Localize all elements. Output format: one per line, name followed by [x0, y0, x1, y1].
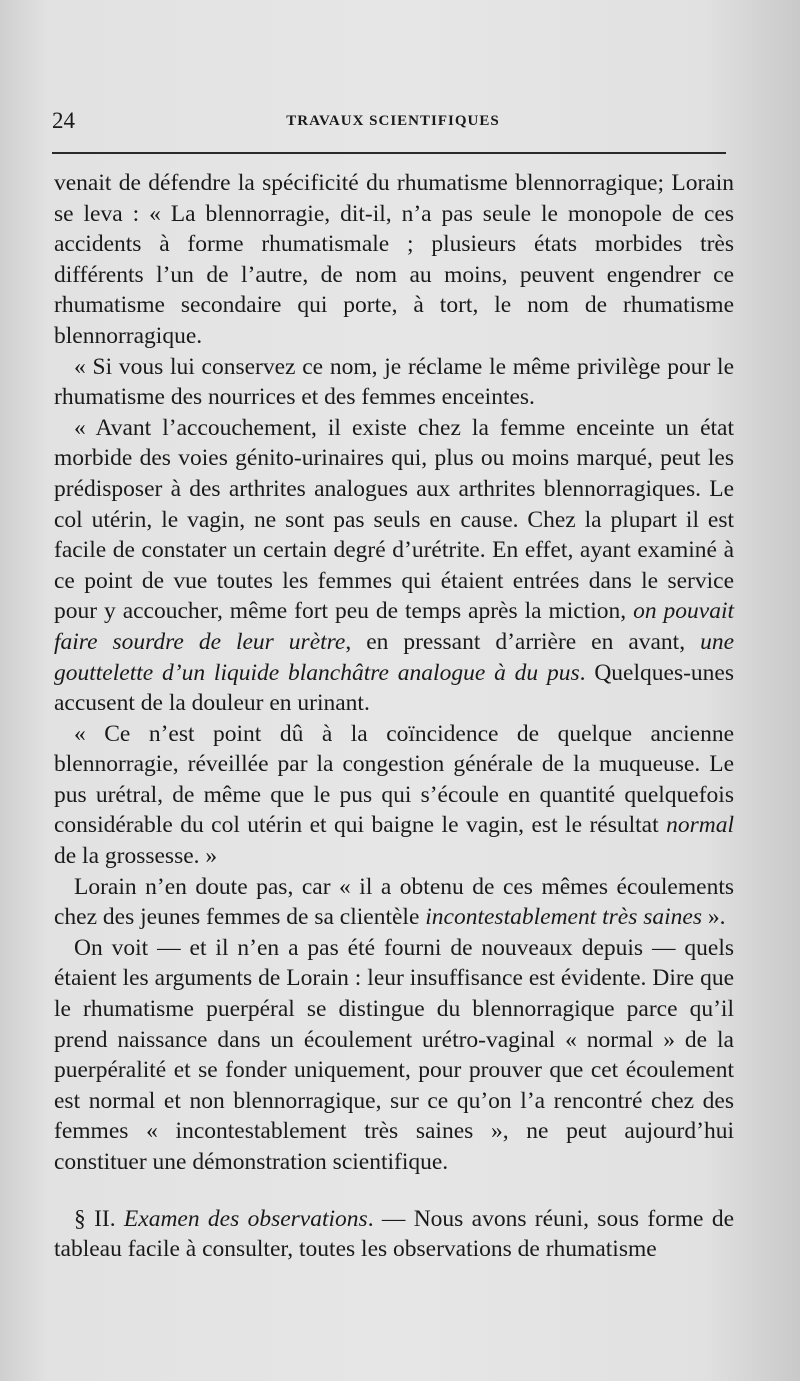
text-run: . Quelques-unes accusent de la douleur en urinant.	[54, 659, 734, 717]
text-run: « Ce n’est point dû à la coïncidence de quelque ancienne blennorragie, réveillée par la congestion générale de la muqueuse. Le pus urétral, de même que le pus qui s’écoule en quantité quelquefois considérable du col utérin et qui baigne le vagin, est le résultat	[54, 720, 734, 839]
italic-text: normal	[666, 812, 734, 839]
text-run: ».	[702, 904, 726, 931]
running-title: TRAVAUX SCIENTIFIQUES	[286, 113, 500, 129]
italic-text: une gouttelette d’un liquide blanchâtre analogue à du pus	[54, 628, 734, 686]
paragraph-p3	[54, 413, 734, 719]
running-head	[52, 104, 734, 138]
header-rule	[52, 152, 726, 154]
text-run: « Avant l’accouchement, il existe chez la femme enceinte un état morbide des voies génito-urinaires qui, plus ou moins marqué, peut les prédisposer à des arthrites analogues aux arthrites blennorragiques. Le col utérin, le vagin, ne sont pas seuls en cause. Chez la plupart il est facile de constater un certain degré d’urétrite. En effet, ayant examiné à ce point de vue toutes les femmes qui étaient entrées dans le service pour y accoucher, même fort peu de temps après la miction,	[54, 414, 734, 625]
body-text	[54, 168, 734, 1265]
text-run: § II.	[74, 1205, 124, 1232]
paragraph-p1	[54, 168, 734, 352]
text-run: On voit — et il n’en a pas été fourni de nouveaux depuis — quels étaient les arguments de Lorain : leur insuffisance est évidente. Dire que le rhumatisme puerpéral se distingue du blennorragique parce qu’il prend naissance dans un écoulement urétro-vaginal « normal » de la puerpéralité et se fonder uniquement, pour prouver que cet écoulement est normal et non blennorragique, sur ce qu’on l’a rencontré chez des femmes « incontestablement très saines », ne peut aujourd’hui constituer une démonstration scientifique.	[54, 934, 734, 1175]
text-run: venait de défendre la spécificité du rhumatisme blennorragique; Lorain se leva : « La blennorragie, dit-il, n’a pas seule le monopole de ces accidents à forme rhumatismale ; plusieurs états morbides très différents l’un de l’autre, de nom au moins, peuvent engendrer ce rhumatisme secondaire qui porte, à tort, le nom de rhumatisme blennorragique.	[54, 170, 734, 349]
italic-text: on pouvait faire sourdre de leur urètre	[54, 598, 735, 655]
paragraph-p2	[54, 352, 734, 413]
paragraph-p4	[54, 719, 734, 872]
page-number: 24	[52, 108, 75, 133]
paragraph-p5	[54, 872, 734, 933]
text-run: « Si vous lui conservez ce nom, je réclame le même privilège pour le rhumatisme des nourrices et des femmes enceintes.	[54, 353, 734, 411]
italic-text: incontestablement très saines	[425, 904, 702, 931]
italic-text: Examen des observations	[123, 1205, 368, 1232]
text-run: de la grossesse. »	[54, 843, 218, 870]
text-run: , en pressant d’arrière en avant,	[345, 628, 701, 655]
text-run: Lorain n’en doute pas, car « il a obtenu de ces mêmes écoulements chez des jeunes femmes de sa clientèle	[54, 873, 734, 931]
text-run: . — Nous avons réuni, sous forme de tableau facile à consulter, toutes les observations de rhumatisme	[54, 1205, 734, 1263]
paragraph-p7	[54, 1204, 734, 1265]
paragraph-p6	[54, 933, 734, 1178]
